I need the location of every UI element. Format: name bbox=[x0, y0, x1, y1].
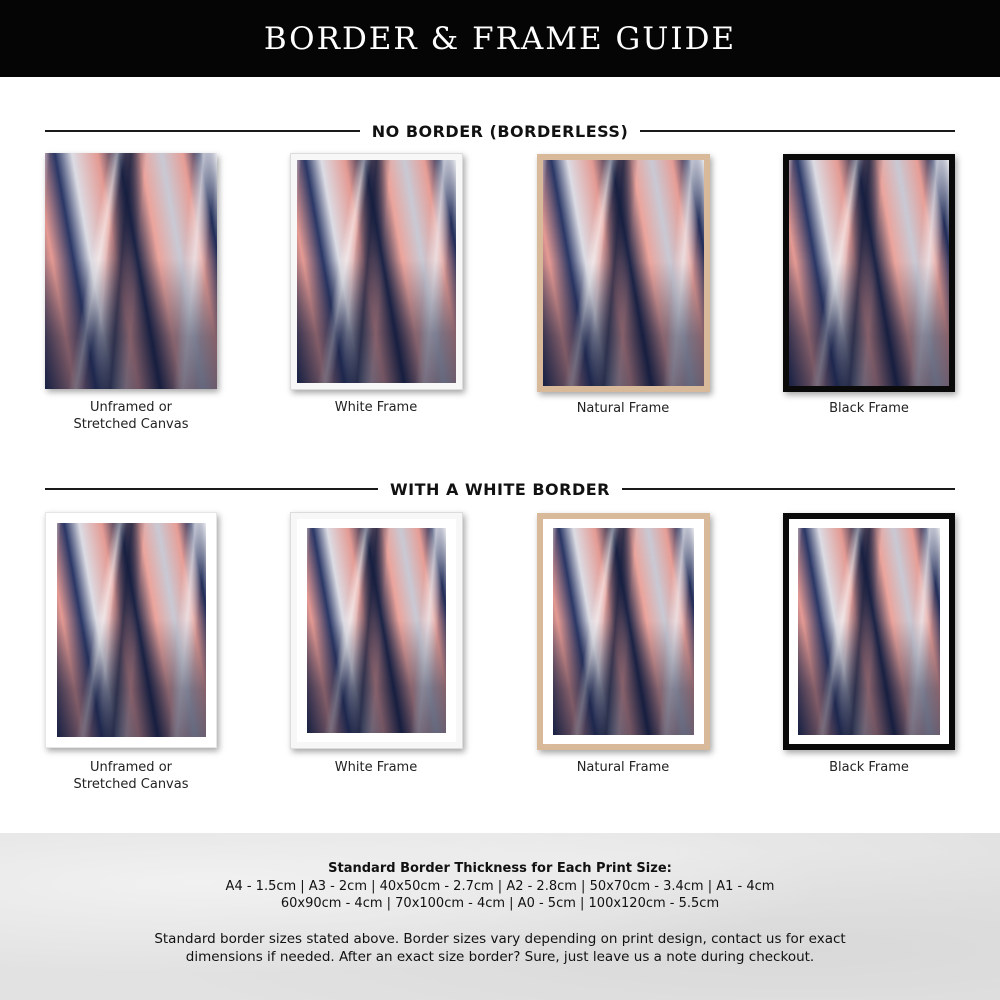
sizes-line: 60x90cm - 4cm | 70x100cm - 4cm | A0 - 5cm | 100x120cm - 5.5cm bbox=[280, 896, 720, 911]
natural-frame-preview bbox=[537, 154, 710, 392]
caption-line: Natural Frame bbox=[576, 401, 670, 416]
sizes-line: A4 - 1.5cm | A3 - 2cm | 40x50cm - 2.7cm | A2 - 2.8cm | 50x70cm - 3.4cm | A1 - 4cm bbox=[225, 879, 775, 894]
abstract-artwork bbox=[543, 160, 704, 386]
abstract-artwork bbox=[798, 528, 940, 735]
unframed-bordered-preview bbox=[45, 512, 217, 748]
black-frame-preview bbox=[783, 154, 955, 392]
caption-natural-frame bbox=[537, 400, 709, 417]
section-heading-no-border bbox=[45, 121, 955, 141]
caption-line: Black Frame bbox=[829, 760, 909, 775]
white-frame-preview bbox=[290, 153, 463, 390]
abstract-artwork bbox=[297, 160, 456, 383]
caption-line: Natural Frame bbox=[576, 760, 670, 775]
caption-unframed bbox=[45, 399, 217, 433]
section-heading-white-border bbox=[45, 479, 955, 499]
abstract-artwork bbox=[307, 528, 446, 733]
header-banner bbox=[0, 0, 1000, 77]
page-title: BORDER & FRAME GUIDE bbox=[263, 20, 737, 57]
caption-line: Stretched Canvas bbox=[73, 777, 189, 792]
abstract-artwork bbox=[553, 528, 694, 735]
caption-black-frame-bordered bbox=[783, 759, 955, 776]
caption-line: White Frame bbox=[334, 400, 418, 415]
caption-line: Stretched Canvas bbox=[73, 417, 189, 432]
caption-line: Unframed or bbox=[90, 760, 172, 775]
footer-title: Standard Border Thickness for Each Print Size: bbox=[328, 861, 672, 876]
footer-note: Standard border sizes stated above. Border sizes vary depending on print design, contact us for exact bbox=[154, 931, 846, 947]
white-frame-bordered-preview bbox=[290, 512, 463, 749]
caption-white-frame-bordered bbox=[290, 759, 462, 776]
section-title: WITH A WHITE BORDER bbox=[390, 479, 610, 499]
divider-line bbox=[45, 130, 360, 132]
abstract-artwork bbox=[45, 153, 217, 389]
border-info-footer bbox=[0, 833, 1000, 1000]
caption-unframed-bordered bbox=[45, 759, 217, 793]
divider-line bbox=[640, 130, 955, 132]
black-frame-bordered-preview bbox=[783, 513, 955, 750]
divider-line bbox=[45, 488, 378, 490]
section-title: NO BORDER (BORDERLESS) bbox=[371, 121, 629, 141]
natural-frame-bordered-preview bbox=[537, 513, 710, 750]
abstract-artwork bbox=[57, 523, 206, 737]
caption-line: Unframed or bbox=[90, 400, 172, 415]
footer-note: dimensions if needed. After an exact size border? Sure, just leave us a note during checkout. bbox=[185, 949, 815, 965]
caption-black-frame bbox=[783, 400, 955, 417]
divider-line bbox=[622, 488, 955, 490]
unframed-print-preview bbox=[45, 153, 217, 389]
caption-white-frame bbox=[290, 399, 462, 416]
caption-line: White Frame bbox=[334, 760, 418, 775]
abstract-artwork bbox=[789, 160, 949, 386]
caption-line: Black Frame bbox=[829, 401, 909, 416]
caption-natural-frame-bordered bbox=[537, 759, 709, 776]
